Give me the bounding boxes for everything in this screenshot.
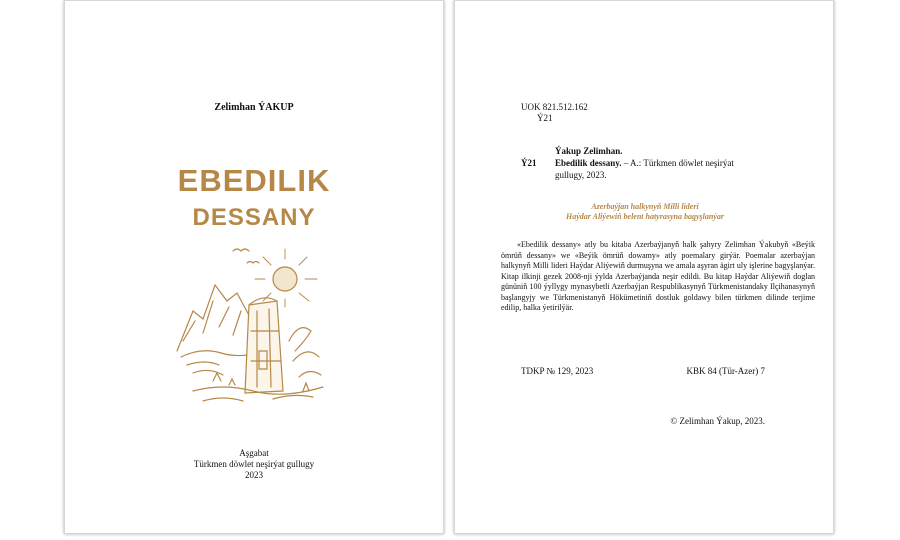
bib-entry <box>555 158 734 169</box>
cover-title-line2: DESSANY <box>192 204 316 231</box>
dedication-line1: Azerbaýjan halkynyň Milli lideri <box>591 202 699 211</box>
udc-number: UOK 821.512.162 <box>521 102 588 112</box>
copyright: © Zelimhan Ýakup, 2023. <box>670 416 765 426</box>
cover-title-line1: EBEDILIK <box>177 163 331 198</box>
abstract-text: «Ebedilik dessany» atly bu kitaba Azerbaýjanyň halk şahyry Zelimhan Ýakubyň «Beýik ömrüň dessany» we «Beýik ömrüň dowamy» atly poemalary girýär. Poemalar azerbaýjan halkynyň Milli lideri Haýdar Aliýewiň durmuşyna we amala aşyran ägirt uly işlerine bagyşlanýar. Kitap ilkinji gezek 2008-nji ýylda Azerbaýjanda neşir edildi. Bu kitap Haýdar Aliýewiň doglan gününiň 100 ýyllygy mynasybetli Azerbaýjan Respublikasynyň Türkmenistandaky Ilçihanasynyň başlangyjy we Türkmenistanyň Hökümetiniň dostluk goldawy bilen türkmen dilinde terjime edilip, halka ýetirilýär. <box>501 240 815 312</box>
author-heading: Ýakup Zelimhan. <box>555 146 623 156</box>
right-page <box>454 0 834 534</box>
bib-line2: gullugy, 2023. <box>555 170 607 180</box>
bbk-number: KBK 84 (Tür-Azer) 7 <box>686 366 765 376</box>
cover-author: Zelimhan ÝAKUP <box>214 102 294 113</box>
bib-title: Ebedilik dessany. <box>555 158 622 168</box>
bib-code: Ý21 <box>521 158 537 168</box>
left-page <box>64 0 444 534</box>
udc-code: Ý21 <box>537 113 553 123</box>
publisher-name: Türkmen döwlet neşirýat gullugy <box>193 459 315 469</box>
bib-rest: – A.: Türkmen döwlet neşirýat <box>621 158 734 168</box>
tdkp-number: TDKP № 129, 2023 <box>521 366 594 376</box>
dedication-line2: Haýdar Aliýewiň belent hatyrasyna bagyşlanýar <box>566 212 724 221</box>
publisher-city: Aşgabat <box>239 448 269 458</box>
cover-illustration <box>173 241 333 411</box>
publisher-year: 2023 <box>245 470 263 480</box>
